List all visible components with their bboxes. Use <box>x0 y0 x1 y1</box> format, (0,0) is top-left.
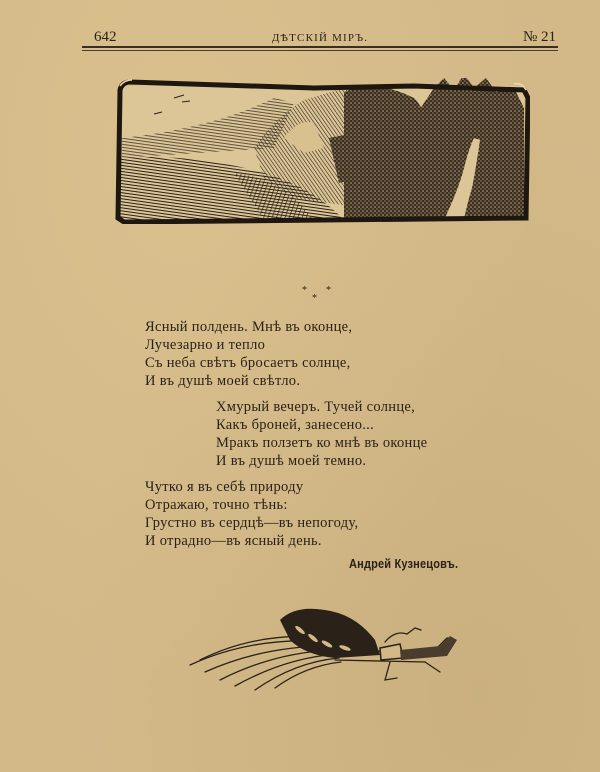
verse-line: Мракъ ползетъ ко мнѣ въ оконце <box>216 435 428 451</box>
stanza-2 <box>216 398 427 470</box>
header-rule-thick <box>82 46 558 48</box>
page-header <box>82 29 558 45</box>
asterism-star: * <box>312 293 317 304</box>
verse-line: Съ неба свѣтъ бросаетъ солнце, <box>145 355 351 371</box>
issue-number: № 21 <box>522 29 556 45</box>
verse-line: Хмурый вечеръ. Тучей солнце, <box>216 399 416 415</box>
author-signature: Андрей Кузнецовъ. <box>349 557 459 571</box>
stanza-1 <box>145 318 352 390</box>
journal-title: ДѢТСКІЙ МІРЪ. <box>271 32 369 44</box>
verse-line: Чутко я въ себѣ природу <box>145 479 304 495</box>
verse-line: И отрадно—въ ясный день. <box>145 533 322 549</box>
verse-line: Грустно въ сердцѣ—въ непогоду, <box>145 515 359 531</box>
verse-line: Лучезарно и тепло <box>145 337 266 353</box>
verse-line: И въ душѣ моей темно. <box>216 453 367 469</box>
verse-line: Отражаю, точно тѣнь: <box>145 497 288 513</box>
page-number: 642 <box>94 29 117 45</box>
landscape-engraving-icon <box>114 78 530 224</box>
asterism-star: * <box>326 285 331 296</box>
asterism <box>296 285 346 307</box>
asterism-star: * <box>302 285 307 296</box>
verse-line: Ясный полдень. Мнѣ въ оконце, <box>145 319 353 335</box>
stanza-3 <box>145 478 358 550</box>
verse-line: Какъ броней, занесено... <box>216 417 375 433</box>
header-rule-thin <box>82 50 558 51</box>
verse-line: И въ душѣ моей свѣтло. <box>145 373 301 389</box>
laurel-palm-ornament-icon <box>185 600 465 695</box>
